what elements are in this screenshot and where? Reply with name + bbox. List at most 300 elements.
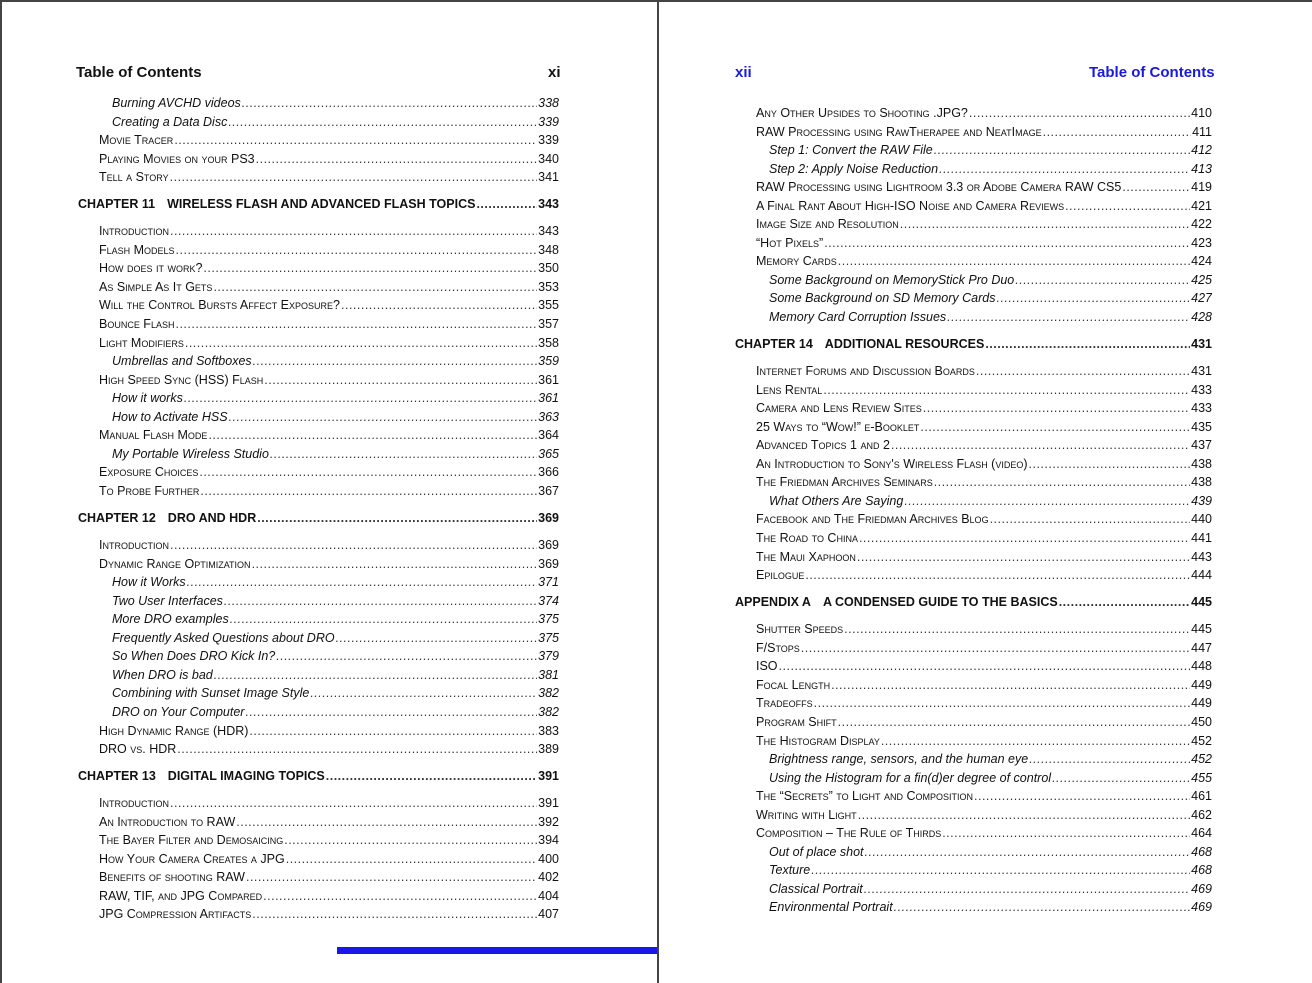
dot-leader [814,694,1191,713]
dot-leader [1052,769,1190,788]
toc-section-entry[interactable] [735,215,1212,234]
toc-entry-title: Some Background on SD Memory Cards [769,291,996,306]
toc-chapter-title [78,767,325,786]
toc-subsection-entry[interactable] [78,684,559,703]
toc-entry-title: Writing with Light [756,807,857,822]
toc-subsection-entry[interactable] [735,271,1212,290]
toc-entry-title: The Bayer Filter and Demosaicing [99,833,284,848]
toc-subsection-entry[interactable] [78,408,559,427]
toc-entry-title: JPG Compression Artifacts [99,907,252,922]
toc-entry-title: Any Other Upsides to Shooting .JPG? [756,106,968,120]
toc-section-entry[interactable] [78,259,559,278]
toc-page-number: 413 [1191,161,1212,176]
toc-section-entry[interactable] [78,426,559,445]
toc-page-number: 404 [538,888,559,903]
dot-leader [1043,123,1191,142]
toc-page-number: 437 [1191,438,1212,453]
toc-subsection-entry[interactable] [735,141,1212,160]
toc-subsection-entry[interactable] [78,352,559,371]
toc-page-number: 355 [538,298,559,313]
toc-section-entry[interactable] [78,278,559,297]
toc-section-entry[interactable] [735,418,1212,437]
toc-entry-title: Umbrellas and Softboxes [112,354,252,369]
dot-leader [824,234,1190,253]
toc-page-number: 452 [1191,752,1212,767]
toc-page-number: 445 [1191,622,1212,637]
toc-section-entry[interactable] [78,168,559,187]
dot-leader [284,831,537,850]
toc-subsection-entry[interactable] [78,389,559,408]
toc-entry-title: Bounce Flash [99,317,175,332]
toc-entry-title: Playing Movies on your PS3 [99,151,255,166]
toc-page-number: 359 [538,354,559,369]
dot-leader [942,824,1190,843]
toc-page-number: 391 [538,769,559,784]
toc-section-entry[interactable] [735,676,1212,695]
dot-leader [230,610,537,629]
chapter-title: WIRELESS FLASH AND ADVANCED FLASH TOPICS [167,197,476,212]
toc-chapter-entry[interactable] [78,767,559,786]
toc-entry-title: When DRO is bad [112,667,213,682]
dot-leader [200,482,537,501]
toc-subsection-entry[interactable] [78,629,559,648]
toc-entry-title: The Road to China [756,531,858,546]
toc-subsection-entry[interactable] [78,94,559,113]
toc-entry-title: Step 1: Convert the RAW File [769,143,933,158]
toc-chapter-entry[interactable] [78,509,559,528]
toc-page-number: 394 [538,833,559,848]
toc-page-number: 369 [538,538,559,553]
toc-section-entry[interactable] [735,806,1212,825]
toc-section-entry[interactable] [735,548,1212,567]
toc-page-number: 450 [1191,714,1212,729]
toc-section-entry[interactable] [78,555,559,574]
toc-page-number: 428 [1191,310,1212,325]
toc-page-number: 419 [1191,180,1212,195]
toc-page-number: 444 [1191,568,1212,583]
toc-subsection-entry[interactable] [78,113,559,132]
dot-leader [858,806,1190,825]
toc-page-number: 410 [1191,106,1212,120]
chapter-title: DRO AND HDR [167,510,257,525]
toc-entry-title: An Introduction to RAW [99,814,236,829]
toc-page-number: 366 [538,465,559,480]
toc-entry-title: How it Works [112,575,186,590]
toc-section-entry[interactable] [735,824,1212,843]
toc-section-entry[interactable] [78,296,559,315]
toc-page-number: 469 [1191,900,1212,915]
toc-section-entry[interactable] [78,536,559,555]
toc-subsection-entry[interactable] [78,445,559,464]
toc-subsection-entry[interactable] [78,610,559,629]
chapter-number: CHAPTER 13 [78,769,156,784]
toc-section-entry[interactable] [78,887,559,906]
toc-entry-title: Camera and Lens Review Sites [756,401,922,416]
toc-entry-title: High Dynamic Range (HDR) [99,723,249,738]
toc-page-number: 435 [1191,419,1212,434]
toc-subsection-entry[interactable] [735,492,1212,511]
toc-entry-title: 25 Ways to “Wow!” e-Booklet [756,419,920,434]
toc-page-number: 391 [538,796,559,811]
toc-page-number: 424 [1191,254,1212,269]
toc-page-number: 441 [1191,531,1212,546]
dot-leader [859,529,1190,548]
toc-page-number: 367 [538,483,559,498]
dot-leader [1059,593,1190,612]
toc-page-number: 402 [538,870,559,885]
page-header-title: Table of Contents [76,64,202,81]
toc-section-entry[interactable] [735,566,1212,585]
toc-entry-title: RAW Processing using Lightroom 3.3 or Adobe Camera RAW CS5 [756,180,1122,195]
toc-section-entry[interactable] [735,178,1212,197]
toc-page-number: 425 [1191,272,1212,287]
scroll-position-bar [337,947,657,954]
toc-entry-title: High Speed Sync (HSS) Flash [99,372,264,387]
chapter-title: A CONDENSED GUIDE TO THE BASICS [822,595,1058,610]
dot-leader [985,335,1190,354]
toc-chapter-title [735,335,984,354]
toc-subsection-entry[interactable] [735,880,1212,899]
toc-page-number: 382 [538,704,559,719]
toc-subsection-entry[interactable] [78,592,559,611]
dot-leader [170,168,538,187]
dot-leader [779,657,1191,676]
toc-section-entry[interactable] [735,234,1212,253]
toc-entry-title: Program Shift [756,714,837,729]
toc-entry-title: Tradeoffs [756,696,813,711]
chapter-number: CHAPTER 14 [735,337,813,352]
toc-section-entry[interactable] [78,813,559,832]
toc-entry-title: My Portable Wireless Studio [112,446,269,461]
toc-subsection-entry[interactable] [735,861,1212,880]
toc-section-entry[interactable] [735,473,1212,492]
toc-entry-title: What Others Are Saying [769,493,904,508]
toc-section-entry[interactable] [735,529,1212,548]
toc-entry-title: RAW, TIF, and JPG Compared [99,888,263,903]
dot-leader [947,308,1190,327]
toc-page-number: 341 [538,170,559,185]
dot-leader [245,703,537,722]
dot-leader [1015,271,1190,290]
dot-leader [934,473,1190,492]
toc-page-number: 383 [538,723,559,738]
toc-section-entry[interactable] [735,123,1212,142]
toc-entry-title: Epilogue [756,568,805,583]
toc-page-number: 440 [1191,512,1212,527]
toc-chapter-title [735,593,1058,612]
toc-entry-title: Dynamic Range Optimization [99,556,251,571]
toc-section-entry[interactable] [78,371,559,390]
toc-entry-title: Benefits of shooting RAW [99,870,245,885]
toc-page-number: 375 [538,630,559,645]
toc-subsection-entry[interactable] [735,898,1212,917]
toc-chapter-title [78,195,475,214]
toc-entry-title: Focal Length [756,677,831,692]
toc-entry-title: Introduction [99,796,169,811]
dot-leader [170,222,537,241]
toc-page-number: 369 [538,556,559,571]
toc-entry-title: The “Secrets” to Light and Composition [756,789,973,804]
toc-entry-title: Introduction [99,224,169,239]
toc-subsection-entry[interactable] [735,843,1212,862]
toc-page-number: 431 [1191,364,1212,379]
toc-section-entry[interactable] [78,794,559,813]
toc-section-entry[interactable] [735,732,1212,751]
dot-leader [256,150,538,169]
dot-leader [904,492,1190,511]
toc-page-number: 389 [538,742,559,757]
toc-section-entry[interactable] [78,334,559,353]
toc-page-number: 375 [538,612,559,627]
toc-entry-title: How to Activate HSS [112,409,228,424]
toc-section-entry[interactable] [78,740,559,759]
chapter-title: DIGITAL IMAGING TOPICS [167,769,325,784]
chapter-title: ADDITIONAL RESOURCES [824,337,985,352]
dot-leader [224,592,537,611]
toc-page-number: 361 [538,391,559,406]
toc-page-number: 343 [538,224,559,239]
dot-leader [176,241,538,260]
dot-leader [900,215,1190,234]
toc-section-entry[interactable] [735,713,1212,732]
dot-leader [175,315,537,334]
toc-section-entry[interactable] [735,657,1212,676]
toc-entry-title: Memory Cards [756,254,837,269]
dot-leader [249,722,537,741]
dot-leader [336,629,538,648]
dot-leader [213,278,537,297]
toc-page-number: 348 [538,242,559,257]
dot-leader [229,408,538,427]
dot-leader [208,426,537,445]
toc-entry-title: Flash Models [99,242,175,257]
toc-page-number: 363 [538,409,559,424]
dot-leader [185,334,537,353]
dot-leader [934,141,1190,160]
toc-section-entry[interactable] [735,620,1212,639]
page-number: xii [735,64,752,81]
toc-subsection-entry[interactable] [735,308,1212,327]
toc-entry-title: The Maui Xaphoon [756,549,856,564]
toc-entry-title: The Histogram Display [756,733,880,748]
toc-section-entry[interactable] [735,381,1212,400]
toc-entry-title: Creating a Data Disc [112,114,228,129]
toc-page-number: 445 [1191,595,1212,610]
toc-page-number: 343 [538,197,559,212]
dot-leader [823,381,1190,400]
toc-section-entry[interactable] [735,252,1212,271]
toc-page-number: 379 [538,649,559,664]
dot-leader [996,289,1190,308]
toc-subsection-entry[interactable] [735,769,1212,788]
toc-entry-title: Facebook and The Friedman Archives Blog [756,512,989,527]
dot-leader [894,898,1190,917]
page-header-title: Table of Contents [1089,64,1215,81]
toc-list [78,94,559,924]
toc-section-entry[interactable] [735,104,1212,123]
toc-subsection-entry[interactable] [735,160,1212,179]
dot-leader [199,463,537,482]
dot-leader [969,104,1190,123]
dot-leader [857,548,1190,567]
toc-section-entry[interactable] [78,482,559,501]
dot-leader [177,740,537,759]
toc-entry-title: How Your Camera Creates a JPG [99,851,285,866]
chapter-number: CHAPTER 11 [78,197,156,212]
toc-chapter-entry[interactable] [735,593,1212,612]
toc-section-entry[interactable] [735,399,1212,418]
toc-page-number: 447 [1191,640,1212,655]
toc-section-entry[interactable] [78,868,559,887]
dot-leader [184,389,537,408]
toc-entry-title: How it works [112,391,183,406]
toc-subsection-entry[interactable] [78,666,559,685]
toc-page-number: 357 [538,317,559,332]
toc-page-number: 411 [1192,124,1212,139]
toc-section-entry[interactable] [735,787,1212,806]
toc-page-number: 448 [1191,659,1212,674]
toc-page-number: 433 [1191,382,1212,397]
toc-entry-title: The Friedman Archives Seminars [756,475,933,490]
dot-leader [476,195,537,214]
toc-entry-title: Exposure Choices [99,465,199,480]
toc-section-entry[interactable] [735,455,1212,474]
toc-section-entry[interactable] [78,131,559,150]
toc-entry-title: Some Background on MemoryStick Pro Duo [769,272,1015,287]
toc-page-number: 361 [538,372,559,387]
toc-entry-title: So When Does DRO Kick In? [112,649,276,664]
toc-page-number: 382 [538,686,559,701]
toc-page-number: 371 [538,575,559,590]
toc-entry-title: Introduction [99,538,169,553]
dot-leader [1029,455,1191,474]
toc-entry-title: Tell a Story [99,170,169,185]
toc-entry-title: DRO vs. HDR [99,742,177,757]
toc-page-number: 464 [1191,826,1212,841]
dot-leader [923,399,1190,418]
toc-section-entry[interactable] [78,315,559,334]
dot-leader [801,639,1190,658]
toc-section-entry[interactable] [78,463,559,482]
toc-page-number: 469 [1191,881,1212,896]
dot-leader [844,620,1190,639]
toc-page-number: 421 [1191,198,1212,213]
dot-leader [170,536,537,555]
toc-section-entry[interactable] [735,639,1212,658]
toc-section-entry[interactable] [78,850,559,869]
toc-page-number: 452 [1191,733,1212,748]
toc-section-entry[interactable] [78,241,559,260]
toc-page-number: 449 [1191,677,1212,692]
dot-leader [203,259,537,278]
toc-subsection-entry[interactable] [735,750,1212,769]
toc-subsection-entry[interactable] [78,703,559,722]
toc-section-entry[interactable] [78,222,559,241]
toc-entry-title: Internet Forums and Discussion Boards [756,364,975,379]
toc-page-number: 449 [1191,696,1212,711]
toc-page-number: 427 [1191,291,1212,306]
toc-chapter-entry[interactable] [78,195,559,214]
toc-section-entry[interactable] [735,436,1212,455]
dot-leader [276,647,537,666]
dot-leader [286,850,537,869]
dot-leader [939,160,1190,179]
chapter-number: APPENDIX A [735,595,811,610]
toc-entry-title: Classical Portrait [769,881,863,896]
toc-section-entry[interactable] [735,694,1212,713]
toc-page-number: 369 [538,510,559,525]
toc-section-entry[interactable] [735,362,1212,381]
toc-entry-title: Will the Control Bursts Affect Exposure? [99,298,340,313]
toc-chapter-title [78,509,256,528]
toc-page-number: 422 [1191,217,1212,232]
toc-subsection-entry[interactable] [735,289,1212,308]
dot-leader [976,362,1190,381]
dot-leader [257,509,537,528]
dot-leader [1029,750,1190,769]
dot-leader [920,418,1190,437]
toc-list [735,104,1212,917]
dot-leader [170,794,537,813]
toc-entry-title: F/Stops [756,640,800,655]
toc-entry-title: Environmental Portrait [769,900,893,915]
dot-leader [263,887,537,906]
dot-leader [974,787,1190,806]
toc-entry-title: Advanced Topics 1 and 2 [756,438,890,453]
dot-leader [805,566,1190,585]
dot-leader [831,676,1190,695]
toc-subsection-entry[interactable] [78,647,559,666]
toc-section-entry[interactable] [78,150,559,169]
dot-leader [341,296,537,315]
toc-page-number: 339 [538,133,559,148]
toc-entry-title: Texture [769,863,811,878]
toc-section-entry[interactable] [735,510,1212,529]
dot-leader [326,767,537,786]
toc-page-number: 439 [1191,493,1212,508]
toc-entry-title: Image Size and Resolution [756,217,899,232]
dot-leader [865,843,1191,862]
page-number: xi [548,64,561,81]
dot-leader [242,94,537,113]
toc-page-number: 381 [538,667,559,682]
toc-page-number: 340 [538,151,559,166]
toc-entry-title: An Introduction to Sony's Wireless Flash (video) [756,456,1028,471]
toc-page-number: 364 [538,428,559,443]
chapter-number: CHAPTER 12 [78,510,156,525]
toc-section-entry[interactable] [78,905,559,924]
toc-entry-title: DRO on Your Computer [112,704,245,719]
toc-page-number: 461 [1191,789,1212,804]
toc-subsection-entry[interactable] [78,573,559,592]
toc-page-number: 338 [538,96,559,110]
toc-entry-title: Out of place shot [769,844,864,859]
toc-page-number: 400 [538,851,559,866]
toc-entry-title: Using the Histogram for a fin(d)er degree of control [769,770,1052,785]
dot-leader [252,905,537,924]
dot-leader [253,352,537,371]
toc-page-number: 392 [538,814,559,829]
dot-leader [174,131,537,150]
dot-leader [891,436,1190,455]
toc-entry-title: Movie Tracer [99,133,174,148]
toc-section-entry[interactable] [78,722,559,741]
toc-section-entry[interactable] [78,831,559,850]
dot-leader [264,371,537,390]
toc-chapter-entry[interactable] [735,335,1212,354]
toc-page-number: 423 [1191,235,1212,250]
toc-section-entry[interactable] [735,197,1212,216]
